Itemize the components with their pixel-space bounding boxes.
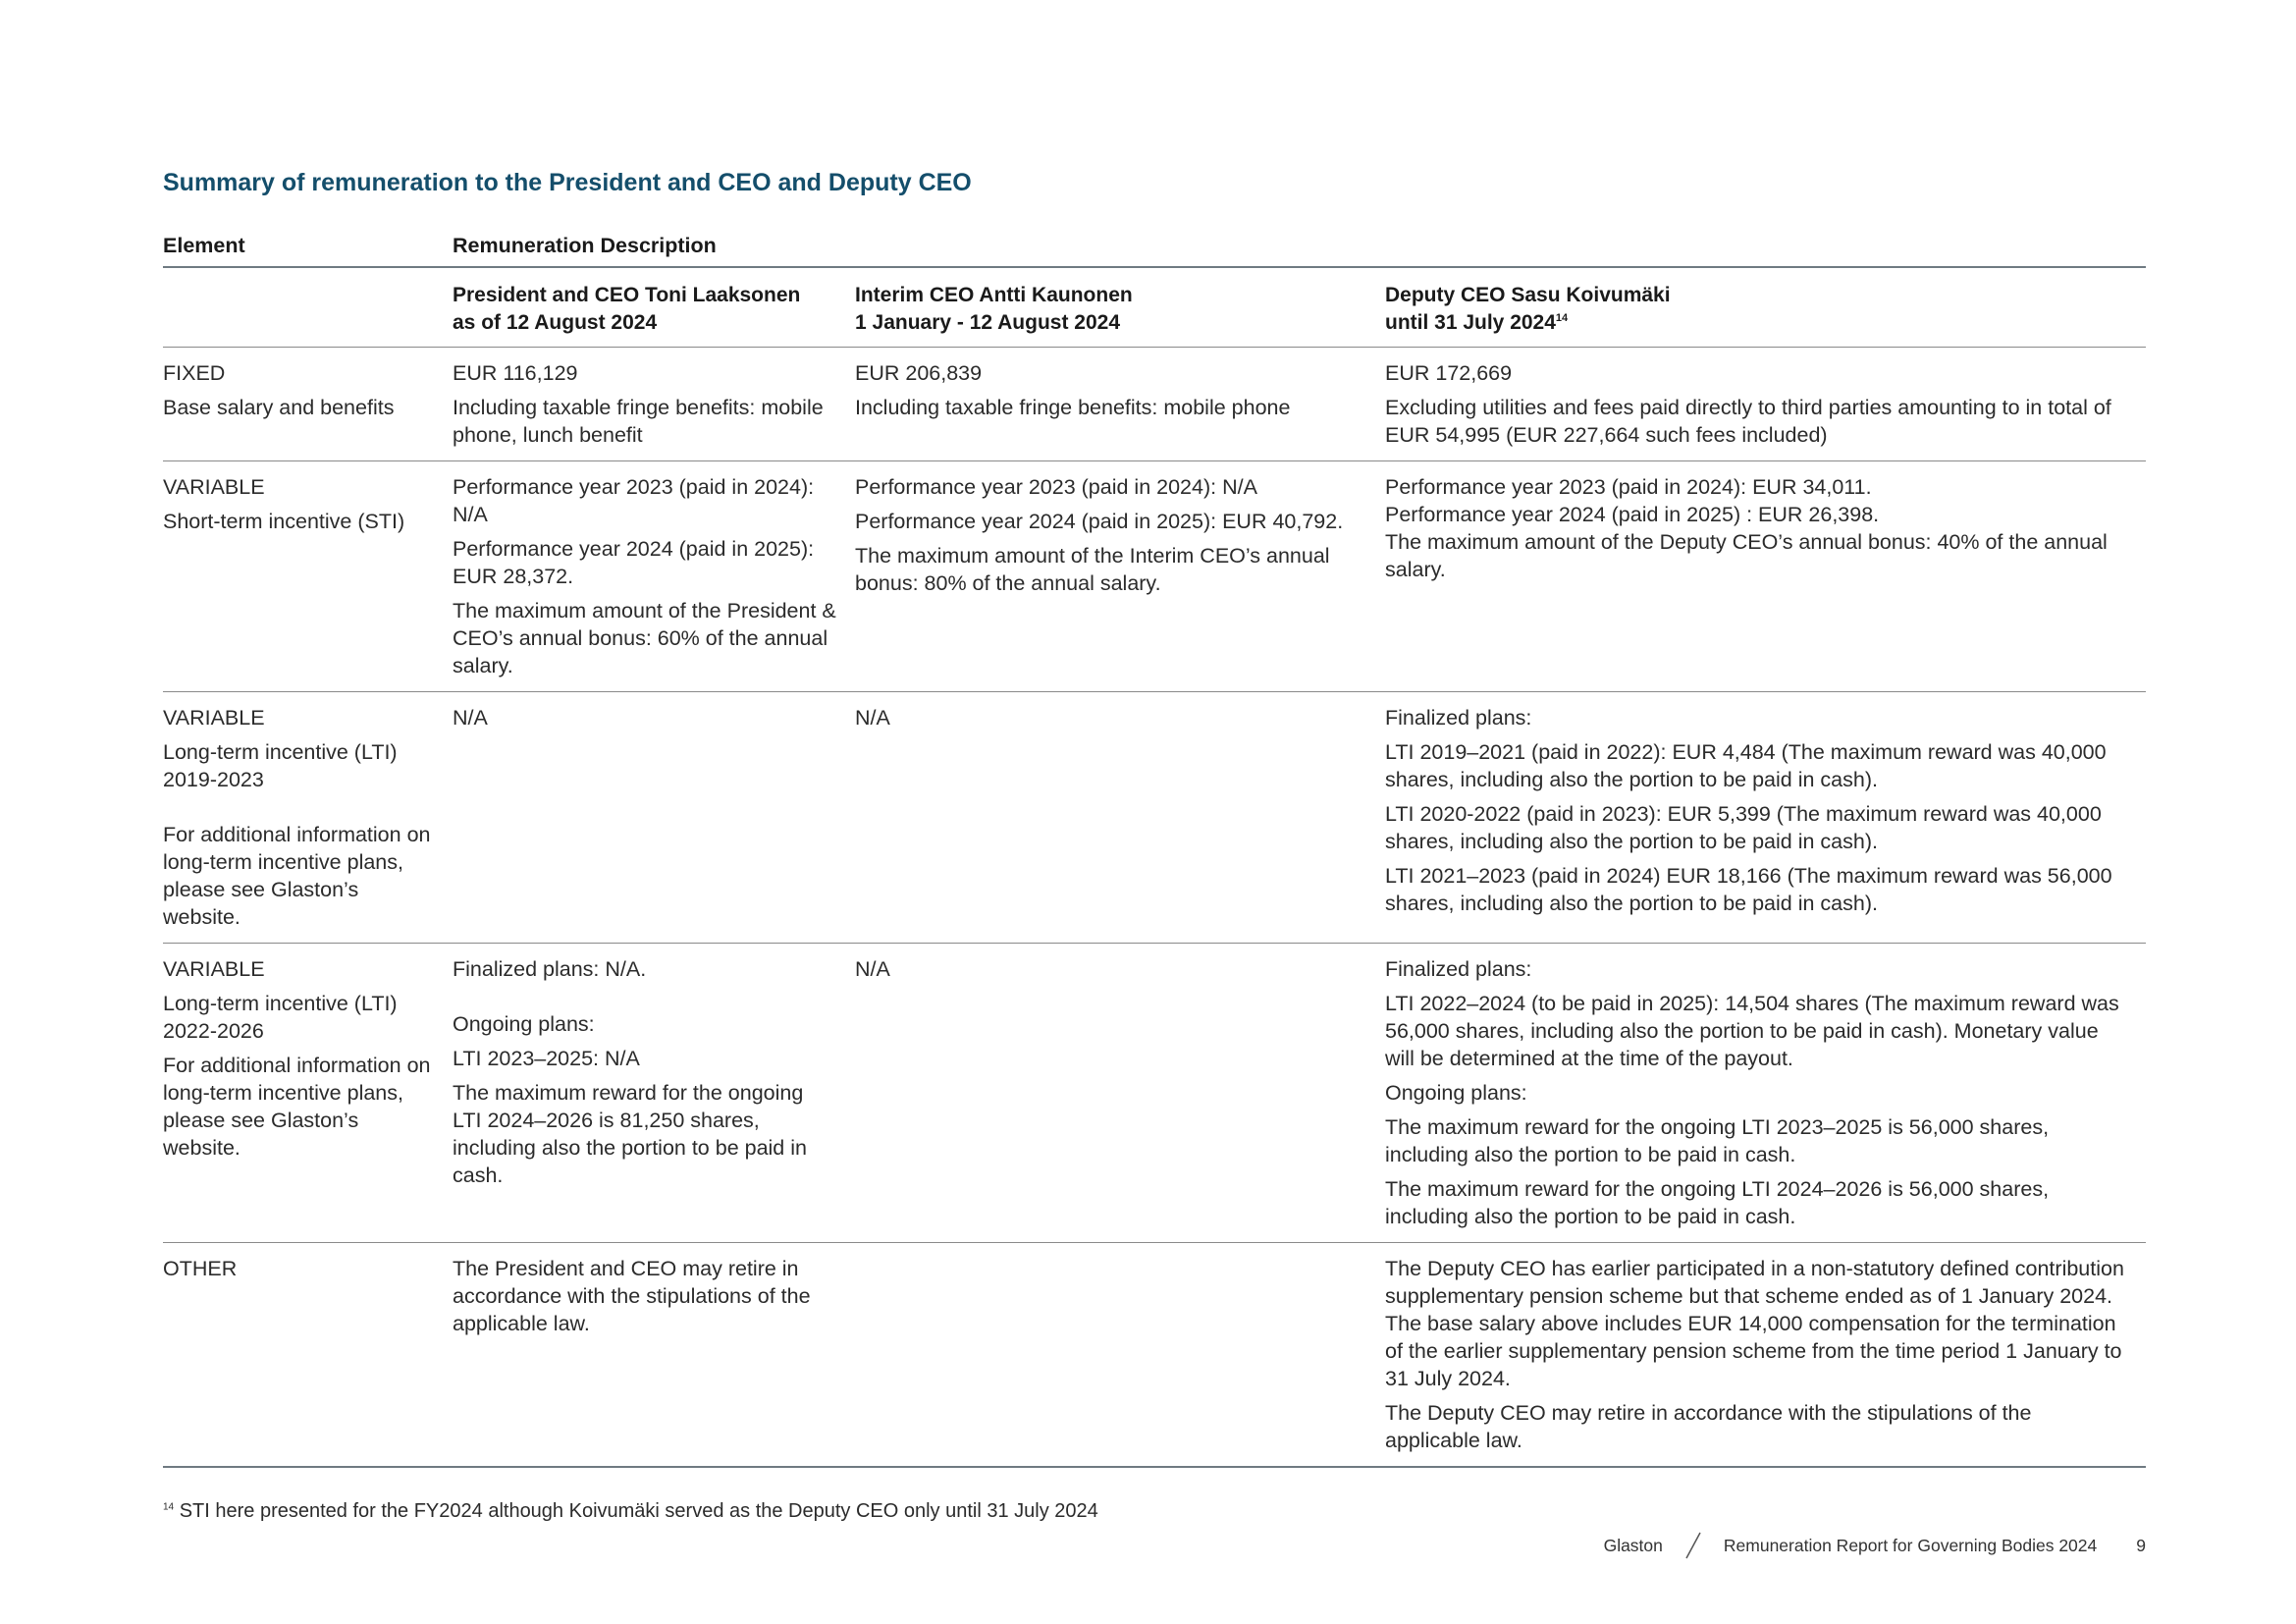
description-cell — [1385, 348, 2146, 461]
element-cell — [163, 692, 453, 944]
cell-text: EUR 172,669 — [1385, 361, 1513, 385]
person-header — [855, 267, 1385, 348]
cell-text: The maximum amount of the Interim CEO’s annual bonus: 80% of the annual salary. — [855, 544, 1330, 595]
person-name: Deputy CEO Sasu Koivumäki — [1385, 284, 1671, 306]
slash-divider-icon — [1684, 1532, 1702, 1559]
cell-text: LTI 2020-2022 (paid in 2023): EUR 5,399 (The maximum reward was 40,000 shares, including also the portion to be paid in cash). — [1385, 802, 2102, 853]
element-label: Long-term incentive (LTI) 2022-2026 — [163, 992, 398, 1043]
description-cell — [855, 1243, 1385, 1468]
cell-text: The maximum amount of the Deputy CEO’s annual bonus: 40% of the annual salary. — [1385, 530, 2108, 581]
element-cell — [163, 944, 453, 1243]
header-description: Remuneration Description — [453, 234, 717, 257]
category-label: VARIABLE — [163, 475, 265, 499]
element-label: Short-term incentive (STI) — [163, 510, 405, 533]
cell-text: LTI 2019–2021 (paid in 2022): EUR 4,484 (The maximum reward was 40,000 shares, including also the portion to be paid in cash). — [1385, 740, 2107, 791]
page-title: Summary of remuneration to the President and CEO and Deputy CEO — [163, 169, 972, 196]
person-header — [1385, 267, 2146, 348]
cell-text: Performance year 2023 (paid in 2024): EUR 34,011. — [1385, 475, 1872, 499]
table-header — [163, 234, 2146, 267]
cell-text: Excluding utilities and fees paid directly to third parties amounting to in total of EUR 54,995 (EUR 227,664 such fees included) — [1385, 396, 2111, 447]
description-cell — [453, 461, 855, 692]
footnote-text: STI here presented for the FY2024 although Koivumäki served as the Deputy CEO only until 31 July 2024 — [179, 1500, 1098, 1522]
cell-text: Ongoing plans: — [453, 1012, 595, 1036]
cell-text: Performance year 2023 (paid in 2024): N/A — [453, 475, 815, 526]
cell-text: Finalized plans: — [1385, 957, 1532, 981]
cell-text: N/A — [855, 957, 890, 981]
cell-text: N/A — [453, 706, 488, 730]
cell-text: Performance year 2024 (paid in 2025): EUR 40,792. — [855, 510, 1344, 533]
element-cell — [163, 461, 453, 692]
element-label: Base salary and benefits — [163, 396, 395, 419]
person-header-row — [163, 267, 2146, 348]
cell-text: The maximum reward for the ongoing LTI 2024–2026 is 56,000 shares, including also the portion to be paid in cash. — [1385, 1177, 2050, 1228]
cell-text: The Deputy CEO may retire in accordance with the stipulations of the applicable law. — [1385, 1401, 2032, 1452]
cell-text: The maximum amount of the President & CEO’s annual bonus: 60% of the annual salary. — [453, 599, 836, 677]
cell-text: Performance year 2024 (paid in 2025) : EUR 26,398. — [1385, 503, 1880, 526]
page-footer — [1604, 1532, 2146, 1559]
description-cell — [1385, 944, 2146, 1243]
element-label: Long-term incentive (LTI) 2019-2023 — [163, 740, 398, 791]
cell-text: Performance year 2023 (paid in 2024): N/A — [855, 475, 1257, 499]
description-cell — [1385, 461, 2146, 692]
cell-text: LTI 2022–2024 (to be paid in 2025): 14,504 shares (The maximum reward was 56,000 shares, including also the portion to be paid in cash). Monetary value will be determined at the time of the payout. — [1385, 992, 2119, 1070]
person-name: President and CEO Toni Laaksonen — [453, 284, 801, 306]
person-header — [453, 267, 855, 348]
cell-text: LTI 2021–2023 (paid in 2024) EUR 18,166 (The maximum reward was 56,000 shares, including also the portion to be paid in cash). — [1385, 864, 2112, 915]
cell-text: Including taxable fringe benefits: mobile phone — [855, 396, 1291, 419]
element-cell — [163, 348, 453, 461]
footer-report-title: Remuneration Report for Governing Bodies 2024 — [1723, 1535, 2098, 1555]
description-cell — [855, 348, 1385, 461]
cell-text: The maximum reward for the ongoing LTI 2024–2026 is 81,250 shares, including also the portion to be paid in cash. — [453, 1081, 807, 1187]
element-cell — [163, 1243, 453, 1468]
element-note: For additional information on long-term incentive plans, please see Glaston’s website. — [163, 1054, 431, 1160]
table-row — [163, 461, 2146, 692]
category-label: FIXED — [163, 361, 226, 385]
cell-text: The President and CEO may retire in accordance with the stipulations of the applicable law. — [453, 1257, 811, 1335]
footnote-number: 14 — [163, 1501, 175, 1513]
header-element: Element — [163, 234, 245, 257]
description-cell — [453, 692, 855, 944]
footer-company: Glaston — [1603, 1535, 1663, 1555]
description-cell — [453, 944, 855, 1243]
cell-text: Ongoing plans: — [1385, 1081, 1527, 1105]
cell-text: N/A — [855, 706, 890, 730]
cell-text: Finalized plans: — [1385, 706, 1532, 730]
category-label: OTHER — [163, 1257, 238, 1280]
table-row — [163, 944, 2146, 1243]
cell-text: Including taxable fringe benefits: mobile phone, lunch benefit — [453, 396, 824, 447]
description-cell — [855, 692, 1385, 944]
table-row — [163, 1243, 2146, 1468]
description-cell — [453, 1243, 855, 1468]
footnote-ref: 14 — [1555, 312, 1569, 324]
category-label: VARIABLE — [163, 957, 265, 981]
page-number: 9 — [2136, 1535, 2146, 1555]
cell-text: EUR 116,129 — [453, 361, 578, 385]
person-period: until 31 July 2024 — [1385, 311, 1556, 334]
person-name: Interim CEO Antti Kaunonen — [855, 284, 1133, 306]
category-label: VARIABLE — [163, 706, 265, 730]
cell-text: EUR 206,839 — [855, 361, 983, 385]
description-cell — [453, 348, 855, 461]
cell-text: LTI 2023–2025: N/A — [453, 1047, 640, 1070]
description-cell — [1385, 692, 2146, 944]
cell-text: Finalized plans: N/A. — [453, 957, 647, 981]
description-cell — [855, 944, 1385, 1243]
element-note: For additional information on long-term incentive plans, please see Glaston’s website. — [163, 823, 431, 929]
table-row — [163, 348, 2146, 461]
cell-text: The maximum reward for the ongoing LTI 2023–2025 is 56,000 shares, including also the portion to be paid in cash. — [1385, 1115, 2050, 1166]
description-cell — [855, 461, 1385, 692]
table-row — [163, 692, 2146, 944]
description-cell — [1385, 1243, 2146, 1468]
person-period: as of 12 August 2024 — [453, 311, 658, 334]
cell-text: Performance year 2024 (paid in 2025): EUR 28,372. — [453, 537, 815, 588]
remuneration-table — [163, 234, 2146, 1468]
footnote — [163, 1500, 1098, 1523]
person-period: 1 January - 12 August 2024 — [855, 311, 1121, 334]
cell-text: The Deputy CEO has earlier participated in a non-statutory defined contribution supplementary pension scheme but that scheme ended as of 1 January 2024. The base salary above includes EUR 14,000 compensation for the termination of the earlier supplementary pension scheme from the time period 1 January to 31 July 2024. — [1385, 1257, 2124, 1390]
